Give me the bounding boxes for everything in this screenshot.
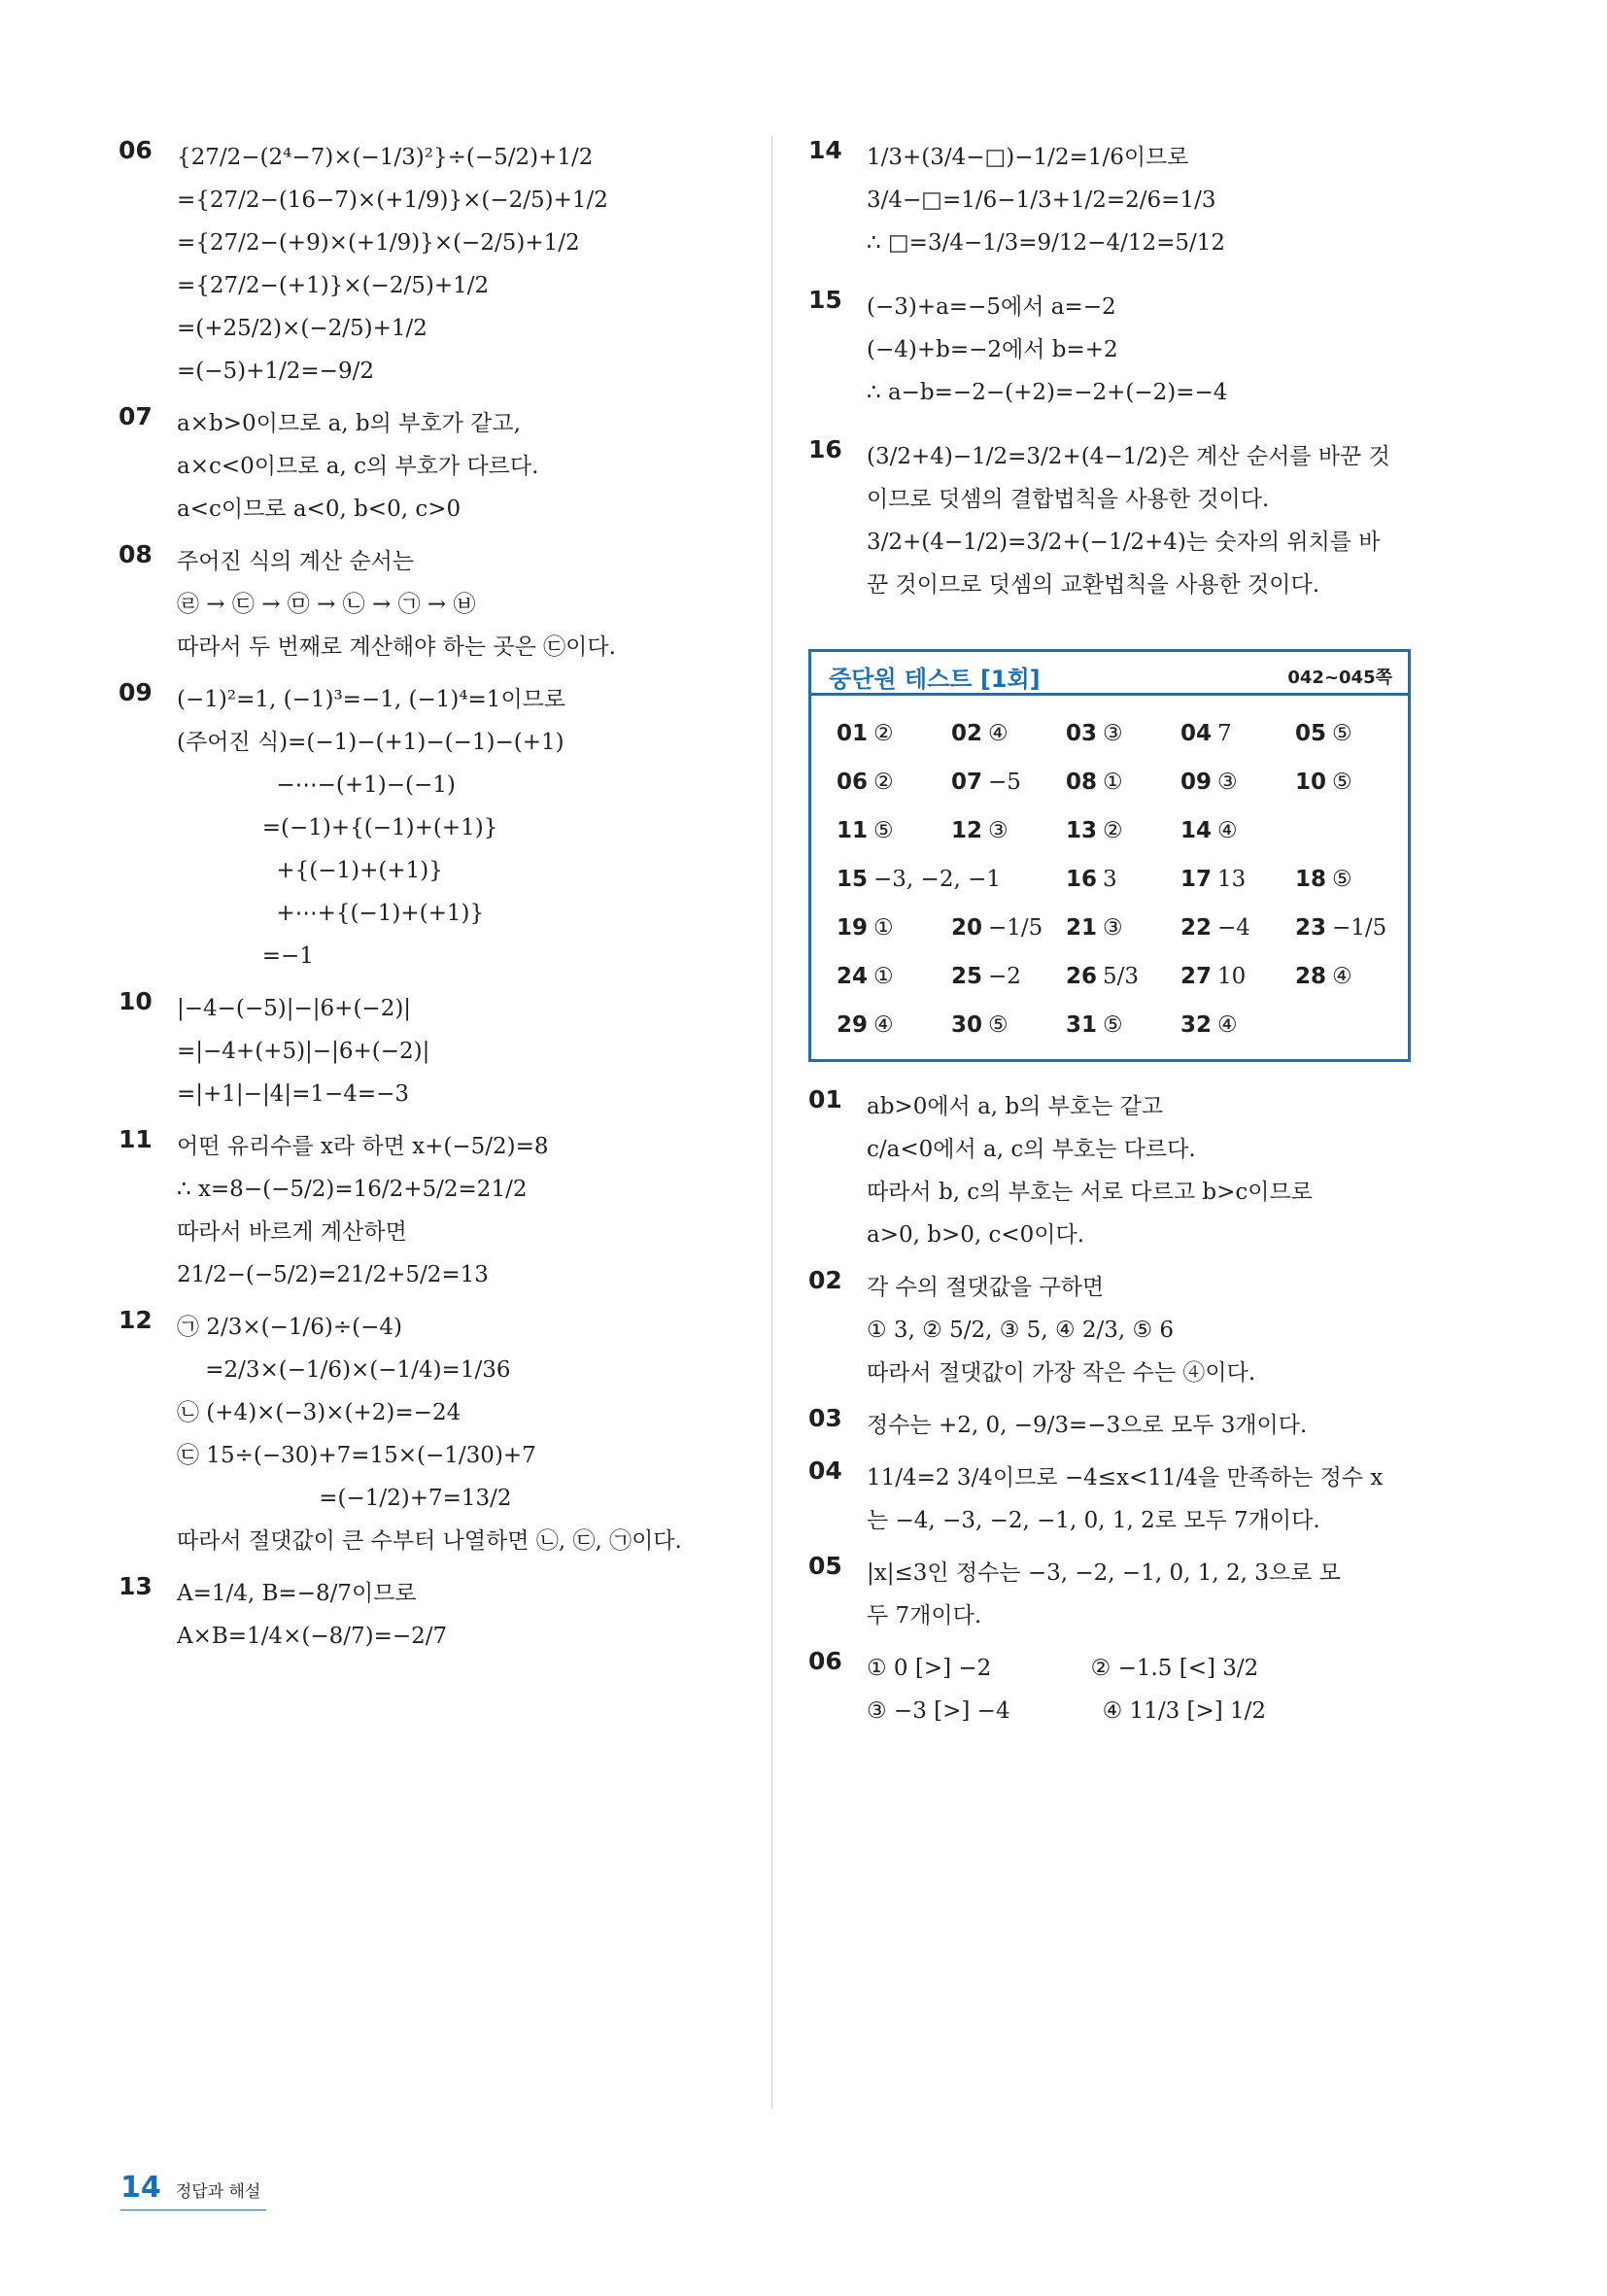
- solution-line: A=1/4, B=−8/7이므로: [177, 1581, 417, 1606]
- answer-number: 02: [951, 721, 983, 746]
- answer-value: ④: [1217, 818, 1238, 843]
- solution-line: a×b>0이므로 a, b의 부호가 같고,: [177, 411, 521, 436]
- solution-line: (주어진 식)=(−1)−(+1)−(−1)−(+1): [177, 730, 564, 755]
- answer-number: 10: [1295, 770, 1327, 795]
- solution-line: ∴ a−b=−2−(+2)=−2+(−2)=−4: [867, 380, 1228, 405]
- answer-value: 3: [1103, 867, 1117, 892]
- solution-line: 1/3+(3/4−□)−1/2=1/6이므로: [867, 145, 1189, 170]
- problem-number: 05: [808, 1552, 842, 1580]
- solution-line: +⋯+{(−1)+(+1)}: [177, 901, 485, 926]
- solution-line: 따라서 절댓값이 큰 수부터 나열하면 ㉡, ㉢, ㉠이다.: [177, 1528, 682, 1554]
- answer-value: ③: [988, 818, 1009, 843]
- solution-line: |−4−(−5)|−|6+(−2)|: [177, 996, 412, 1021]
- answer-cell: [1180, 904, 1295, 952]
- answer-value: −4: [1217, 915, 1250, 941]
- answer-cell: [1295, 709, 1410, 758]
- answer-number: 22: [1180, 915, 1213, 941]
- answer-value: ⑤: [873, 818, 894, 843]
- answer-cell: [837, 709, 951, 758]
- problem-number: 10: [119, 987, 153, 1015]
- solution-line: ∴ x=8−(−5/2)=16/2+5/2=21/2: [177, 1177, 528, 1202]
- answer-value: ④: [1332, 964, 1352, 989]
- solution-line: =2/3×(−1/6)×(−1/4)=1/36: [177, 1357, 511, 1383]
- answer-value: ②: [873, 721, 894, 746]
- solution-line: 각 수의 절댓값을 구하면: [867, 1275, 1105, 1300]
- answer-value: ①: [873, 915, 894, 941]
- solution-line: ① 3, ② 5/2, ③ 5, ④ 2/3, ⑤ 6: [867, 1318, 1175, 1343]
- answer-number: 11: [837, 818, 869, 843]
- answer-cell: [837, 904, 951, 952]
- page-footer: [120, 2171, 260, 2205]
- solution-left-08: [119, 540, 760, 668]
- solution-line: +{(−1)+(+1)}: [177, 858, 443, 883]
- answer-cell: [951, 904, 1066, 952]
- problem-number: 02: [808, 1266, 842, 1294]
- answer-value: ③: [1103, 915, 1123, 941]
- answer-value: ③: [1103, 721, 1123, 746]
- answer-number: 01: [837, 721, 869, 746]
- solution-line: 따라서 절댓값이 가장 작은 수는 ④이다.: [867, 1360, 1256, 1386]
- answer-number: 13: [1066, 818, 1098, 843]
- solution-line: ab>0에서 a, b의 부호는 같고: [867, 1094, 1164, 1119]
- solution-line: 어떤 유리수를 x라 하면 x+(−5/2)=8: [177, 1134, 549, 1159]
- solution-line: ㉣ → ㉢ → ㉤ → ㉡ → ㉠ → ㉥: [177, 592, 476, 617]
- answer-cell: [1066, 758, 1180, 806]
- problem-number: 04: [808, 1456, 842, 1485]
- answer-number: 17: [1180, 867, 1213, 892]
- solution-line: 따라서 바르게 계산하면: [177, 1219, 407, 1245]
- solution-line: =|+1|−|4|=1−4=−3: [177, 1081, 410, 1107]
- solution-line: A×B=1/4×(−8/7)=−2/7: [177, 1624, 448, 1649]
- page-number: 14: [120, 2171, 161, 2205]
- problem-number: 12: [119, 1306, 153, 1334]
- solution-line: a<c이므로 a<0, b<0, c>0: [177, 497, 462, 522]
- solution-line: (−1)²=1, (−1)³=−1, (−1)⁴=1이므로: [177, 687, 566, 712]
- answer-cell: [1066, 855, 1180, 904]
- answer-value: ⑤: [1103, 1012, 1123, 1038]
- answer-cell: [1180, 806, 1295, 855]
- solution-right_bottom-06: [808, 1647, 1430, 1732]
- answer-number: 31: [1066, 1012, 1098, 1038]
- problem-number: 09: [119, 678, 153, 706]
- solution-line: ㉡ (+4)×(−3)×(+2)=−24: [177, 1400, 462, 1425]
- solution-right_bottom-03: [808, 1404, 1430, 1447]
- answer-cell: [1066, 1001, 1180, 1049]
- answer-value: ②: [873, 770, 894, 795]
- solution-line: (−4)+b=−2에서 b=+2: [867, 337, 1118, 362]
- solution-left-12: [119, 1306, 760, 1562]
- answer-value: ④: [988, 721, 1009, 746]
- solution-line: =(−1/2)+7=13/2: [177, 1486, 512, 1511]
- answer-value: ⑤: [1332, 721, 1352, 746]
- answer-value: ②: [1103, 818, 1123, 843]
- answer-cell: [1295, 904, 1410, 952]
- answer-number: 27: [1180, 964, 1213, 989]
- solution-line: =|−4+(+5)|−|6+(−2)|: [177, 1039, 430, 1064]
- answer-value: −5: [988, 770, 1021, 795]
- answer-number: 21: [1066, 915, 1098, 941]
- answer-value: −1/5: [1332, 915, 1387, 941]
- solution-right_bottom-01: [808, 1085, 1430, 1256]
- column-divider: [771, 136, 772, 2108]
- answer-value: ⑤: [988, 1012, 1009, 1038]
- unit-test-answer-box: [808, 649, 1411, 1062]
- answer-value: −2: [988, 964, 1021, 989]
- solution-line: ① 0 [>] −2 ② −1.5 [<] 3/2: [867, 1656, 1259, 1681]
- solution-line: 따라서 두 번째로 계산해야 하는 곳은 ㉢이다.: [177, 634, 616, 660]
- answer-cell: [951, 952, 1066, 1001]
- solution-line: 이므로 덧셈의 결합법칙을 사용한 것이다.: [867, 487, 1270, 512]
- answer-box-header: [811, 652, 1408, 696]
- answer-box-title: 중단원 테스트 [1회]: [829, 666, 1041, 693]
- answer-value: ⑤: [1332, 867, 1352, 892]
- solution-right_top-14: [808, 136, 1430, 264]
- solution-left-10: [119, 987, 760, 1115]
- answer-number: 03: [1066, 721, 1098, 746]
- problem-number: 14: [808, 136, 842, 164]
- answer-value: ①: [1103, 770, 1123, 795]
- solution-line: 는 −4, −3, −2, −1, 0, 1, 2로 모두 7개이다.: [867, 1508, 1320, 1533]
- answer-cell: [1295, 758, 1410, 806]
- solution-line: =−1: [177, 943, 314, 969]
- answer-cell: [1180, 709, 1295, 758]
- solution-line: =(+25/2)×(−2/5)+1/2: [177, 316, 427, 341]
- solution-left-11: [119, 1125, 760, 1296]
- solution-line: ={27/2−(+9)×(+1/9)}×(−2/5)+1/2: [177, 230, 580, 256]
- solution-line: 정수는 +2, 0, −9/3=−3으로 모두 3개이다.: [867, 1413, 1308, 1438]
- solution-line: −⋯−(+1)−(−1): [177, 772, 456, 798]
- answer-value: 7: [1217, 721, 1232, 746]
- answer-number: 05: [1295, 721, 1327, 746]
- answer-cell: [951, 709, 1066, 758]
- solution-line: ㉢ 15÷(−30)+7=15×(−1/30)+7: [177, 1443, 536, 1468]
- problem-number: 03: [808, 1404, 842, 1432]
- answer-cell: [837, 758, 951, 806]
- solution-line: (−3)+a=−5에서 a=−2: [867, 294, 1116, 320]
- solution-line: a×c<0이므로 a, c의 부호가 다르다.: [177, 454, 539, 479]
- problem-number: 13: [119, 1572, 153, 1600]
- problem-number: 15: [808, 286, 842, 314]
- answer-number: 09: [1180, 770, 1213, 795]
- answer-value: ③: [1217, 770, 1238, 795]
- left-column: [119, 136, 760, 1667]
- answer-number: 24: [837, 964, 869, 989]
- answer-number: 23: [1295, 915, 1327, 941]
- solution-line: =(−1)+{(−1)+(+1)}: [177, 815, 498, 840]
- solution-line: (3/2+4)−1/2=3/2+(4−1/2)은 계산 순서를 바꾼 것: [867, 444, 1390, 469]
- solution-line: 주어진 식의 계산 순서는: [177, 549, 415, 574]
- answer-number: 26: [1066, 964, 1098, 989]
- answer-cell: [951, 806, 1066, 855]
- problem-number: 01: [808, 1085, 842, 1114]
- answer-box-pages: 042~045쪽: [1287, 668, 1392, 688]
- solution-line: 3/4−□=1/6−1/3+1/2=2/6=1/3: [867, 188, 1216, 213]
- answer-number: 08: [1066, 770, 1098, 795]
- solution-line: 11/4=2 3/4이므로 −4≤x<11/4을 만족하는 정수 x: [867, 1465, 1384, 1491]
- answer-cell: [1066, 904, 1180, 952]
- solution-line: |x|≤3인 정수는 −3, −2, −1, 0, 1, 2, 3으로 모: [867, 1560, 1341, 1586]
- solution-left-09: [119, 678, 760, 977]
- problem-number: 06: [119, 136, 153, 164]
- solution-line: {27/2−(2⁴−7)×(−1/3)²}÷(−5/2)+1/2: [177, 145, 594, 170]
- solution-line: ∴ □=3/4−1/3=9/12−4/12=5/12: [867, 230, 1226, 256]
- answer-cell: [1066, 806, 1180, 855]
- answer-value: 10: [1217, 964, 1247, 989]
- solution-line: 3/2+(4−1/2)=3/2+(−1/2+4)는 숫자의 위치를 바: [867, 530, 1381, 555]
- answer-number: 07: [951, 770, 983, 795]
- solution-line: 꾼 것이므로 덧셈의 교환법칙을 사용한 것이다.: [867, 572, 1320, 598]
- answer-cell: [951, 1001, 1066, 1049]
- answer-cell: [1066, 952, 1180, 1001]
- answer-number: 19: [837, 915, 869, 941]
- solution-line: 두 7개이다.: [867, 1603, 982, 1628]
- problem-number: 16: [808, 435, 842, 463]
- solution-line: ㉠ 2/3×(−1/6)÷(−4): [177, 1315, 402, 1340]
- solution-line: ={27/2−(16−7)×(+1/9)}×(−2/5)+1/2: [177, 188, 608, 213]
- answer-cell: [1180, 1001, 1295, 1049]
- solution-line: a>0, b>0, c<0이다.: [867, 1222, 1085, 1248]
- answer-number: 32: [1180, 1012, 1213, 1038]
- answer-number: 04: [1180, 721, 1213, 746]
- solution-line: c/a<0에서 a, c의 부호는 다르다.: [867, 1137, 1196, 1162]
- answer-number: 29: [837, 1012, 869, 1038]
- answer-number: 28: [1295, 964, 1327, 989]
- answer-cell: [837, 855, 1066, 904]
- answer-value: ④: [873, 1012, 894, 1038]
- answer-cell: [1295, 952, 1410, 1001]
- answer-number: 18: [1295, 867, 1327, 892]
- answer-number: 30: [951, 1012, 983, 1038]
- answer-number: 16: [1066, 867, 1098, 892]
- solution-left-13: [119, 1572, 760, 1658]
- answer-number: 15: [837, 867, 869, 892]
- answer-cell: [837, 1001, 951, 1049]
- answer-value: 5/3: [1103, 964, 1140, 989]
- answer-number: 06: [837, 770, 869, 795]
- answer-value: 13: [1217, 867, 1247, 892]
- solution-line: ={27/2−(+1)}×(−2/5)+1/2: [177, 273, 490, 298]
- answer-value: ⑤: [1332, 770, 1352, 795]
- answer-cell: [1180, 855, 1295, 904]
- answer-grid: [811, 696, 1408, 1059]
- answer-cell: [837, 806, 951, 855]
- solution-right_bottom-05: [808, 1552, 1430, 1637]
- solution-line: ③ −3 [>] −4 ④ 11/3 [>] 1/2: [867, 1698, 1267, 1724]
- solution-right_top-15: [808, 286, 1430, 414]
- problem-number: 11: [119, 1125, 153, 1153]
- footer-label: 정답과 해설: [175, 2182, 261, 2202]
- solution-left-07: [119, 402, 760, 531]
- answer-value: −3, −2, −1: [873, 867, 1001, 892]
- answer-cell: [1066, 709, 1180, 758]
- solution-right_bottom-02: [808, 1266, 1430, 1394]
- solution-line: 21/2−(−5/2)=21/2+5/2=13: [177, 1262, 489, 1287]
- answer-cell: [1295, 855, 1410, 904]
- solution-right_bottom-04: [808, 1456, 1430, 1542]
- answer-cell: [951, 758, 1066, 806]
- answer-cell: [837, 952, 951, 1001]
- solution-line: =(−5)+1/2=−9/2: [177, 359, 374, 384]
- answer-value: ④: [1217, 1012, 1238, 1038]
- solution-left-06: [119, 136, 760, 393]
- answer-cell: [1180, 758, 1295, 806]
- problem-number: 06: [808, 1647, 842, 1675]
- solution-line: 따라서 b, c의 부호는 서로 다르고 b>c이므로: [867, 1180, 1313, 1205]
- answer-number: 25: [951, 964, 983, 989]
- answer-number: 14: [1180, 818, 1213, 843]
- answer-cell: [1180, 952, 1295, 1001]
- answer-value: −1/5: [988, 915, 1043, 941]
- answer-number: 12: [951, 818, 983, 843]
- right-column: [808, 136, 1430, 1742]
- answer-cell: [1295, 806, 1410, 855]
- solution-right_top-16: [808, 435, 1430, 606]
- problem-number: 07: [119, 402, 153, 430]
- problem-number: 08: [119, 540, 153, 568]
- answer-number: 20: [951, 915, 983, 941]
- answer-value: ①: [873, 964, 894, 989]
